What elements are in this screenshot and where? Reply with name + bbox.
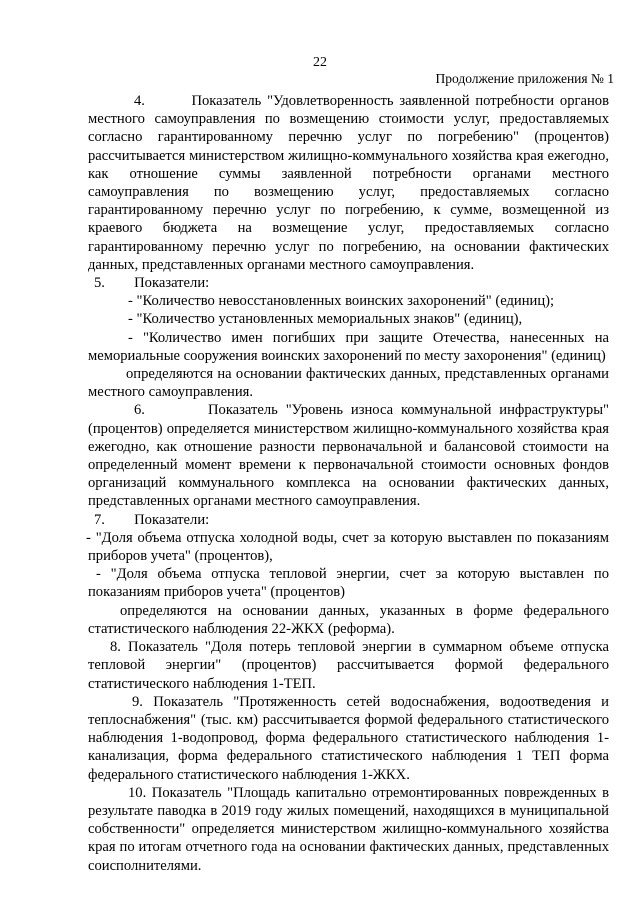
indicator-list-item: - "Количество установленных мемориальных знаков" (единиц), — [128, 311, 523, 328]
indicator-list-item: - "Доля объема отпуска тепловой энергии, счет за которую выставлен по показаниям приборов учета" (процентов) — [88, 566, 609, 601]
paragraph-6: 6. Показатель "Уровень износа коммунальной инфраструктуры" (процентов) определяется министерством жилищно-коммунального хозяйства края ежегодно, как отношение разности первоначальной и балансовой стоимости на определенный момент времени к первоначальной стоимости основных фондов организаций коммунального комплекса на основании фактических данных, представленных органами местного самоуправления. — [88, 402, 609, 510]
indicator-list-item: - "Количество имен погибших при защите Отечества, нанесенных на мемориальные сооружения воинских захоронений по месту захоронения" (единиц) — [88, 329, 609, 364]
paragraph-10: 10. Показатель "Площадь капитально отремонтированных поврежденных в результате паводка в 2019 году жилых помещений, находящихся в муниципальной собственности" определяется министерством жилищно-коммунального хозяйства края по итогам отчетного года на основании фактических данных, представленных соисполнителями. — [88, 784, 609, 874]
paragraph-8: 8. Показатель "Доля потерь тепловой энергии в суммарном объеме отпуска тепловой энергии" (процентов) рассчитывается формой федерального статистического наблюдения 1-ТЕП. — [88, 639, 609, 692]
paragraph-7-heading: 7. Показатели: — [94, 511, 210, 528]
document-body — [88, 92, 609, 875]
paragraph-4: 4. Показатель "Удовлетворенность заявленной потребности органов местного самоуправления по возмещению стоимости услуг, предоставляемых согласно гарантированному перечню услуг по погребению" (процентов) рассчитывается министерством жилищно-коммунального хозяйства края ежегодно, как отношение суммы заявленной потребности органами местного самоуправления по возмещению услуг, предоставляемых согласно гарантированному перечню услуг по погребению, к сумме, возмещенной из краевого бюджета на возмещение услуг, предоставляемых согласно гарантированному перечню услуг по погребению, на основании фактических данных, представленных органами местного самоуправления. — [88, 93, 609, 273]
paragraph-9: 9. Показатель "Протяженность сетей водоснабжения, водоотведения и теплоснабжения" (тыс. км) рассчитывается формой федерального статистического наблюдения 1-водопровод, форма федерального статистического наблюдения 1-канализация, форма федерального статистического наблюдения 1 ТЕП форма федерального статистического наблюдения 1-ЖКХ. — [88, 693, 609, 783]
indicator-list-item: - "Доля объема отпуска холодной воды, счет за которую выставлен по показаниям приборов учета" (процентов), — [86, 529, 609, 565]
page-number: 22 — [313, 55, 327, 70]
paragraph-5-heading: 5. Показатели: — [94, 275, 210, 292]
appendix-continuation-note: Продолжение приложения № 1 — [435, 71, 614, 86]
paragraph-7-conclusion: определяются на основании данных, указанных в форме федерального статистического наблюдения 22-ЖКХ (реформа). — [88, 602, 609, 637]
indicator-list-item: - "Количество невосстановленных воинских захоронений" (единиц); — [128, 293, 555, 310]
paragraph-5-conclusion: определяются на основании фактических данных, представленных органами местного самоуправления. — [88, 366, 609, 401]
